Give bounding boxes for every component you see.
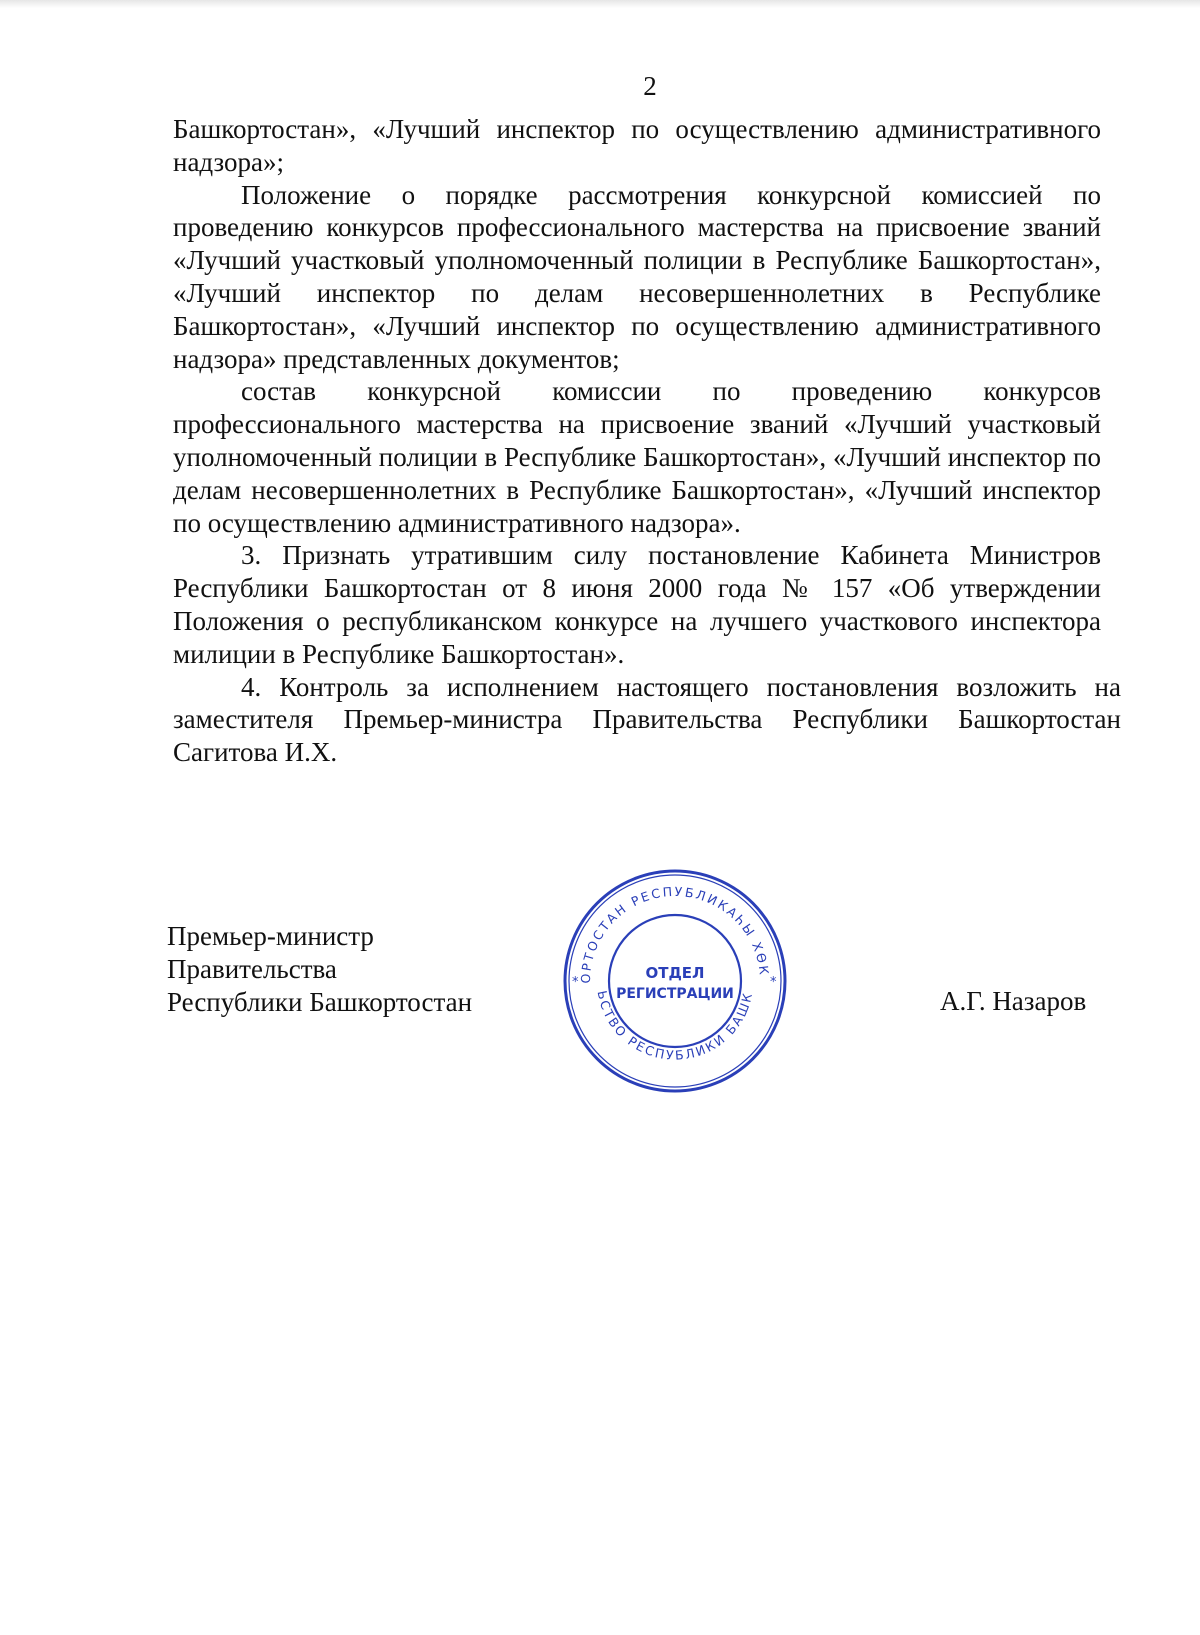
paragraph-regulation: Положение о порядке рассмотрения конкурсной комиссией по проведению конкурсов профессионального мастерства на присвоение званий «Лучший участковый уполномоченный полиции в Республике Башкортостан», «Лучший инспектор по делам несовершеннолетних в Республике Башкортостан», «Лучший инспектор по осуществлению административного надзора» представленных документов; [173,179,1101,374]
stamp-outer-top: ОРТОСТАН РЕСПУБЛИКАҺЫ ХӨК [577,883,773,984]
signature-title-line2: Правительства [167,954,337,984]
document-body [173,113,1121,769]
scan-edge [0,0,1200,8]
stamp-outer-bottom: ЬСТВО РЕСПУБЛИКИ БАШК [594,989,756,1063]
signature-name: А.Г. Назаров [940,986,1087,1016]
stamp-star-right: * [770,975,777,990]
stamp-star-left: * [572,975,579,990]
stamp-center-line1: ОТДЕЛ [645,964,705,982]
registration-stamp [560,866,790,1096]
stamp-seal-graphic [560,866,790,1096]
paragraph-item-3: 3. Признать утратившим силу постановление Кабинета Министров Республики Башкортостан от 8 июня 2000 года № 157 «Об утверждении Положения о республиканском конкурсе на лучшего участкового инспектора милиции в Республике Башкортостан». [173,540,1101,669]
page-number: 2 [643,71,657,101]
signature-title [167,920,472,1019]
paragraph-item-4: 4. Контроль за исполнением настоящего постановления возложить на заместителя Премьер-министра Правительства Республики Башкортостан Сагитова И.Х. [173,671,1121,768]
paragraph-commission: состав конкурсной комиссии по проведению конкурсов профессионального мастерства на присвоение званий «Лучший участковый уполномоченный полиции в Республике Башкортостан», «Лучший инспектор по делам несовершеннолетних в Республике Башкортостан», «Лучший инспектор по осуществлению административного надзора». [173,376,1101,538]
stamp-center-line2: РЕГИСТРАЦИИ [616,986,734,1002]
signature-title-line3: Республики Башкортостан [167,987,473,1017]
signature-title-line1: Премьер-министр [167,921,374,951]
paragraph-continuation: Башкортостан», «Лучший инспектор по осуществлению административного надзора»; [173,114,1101,177]
